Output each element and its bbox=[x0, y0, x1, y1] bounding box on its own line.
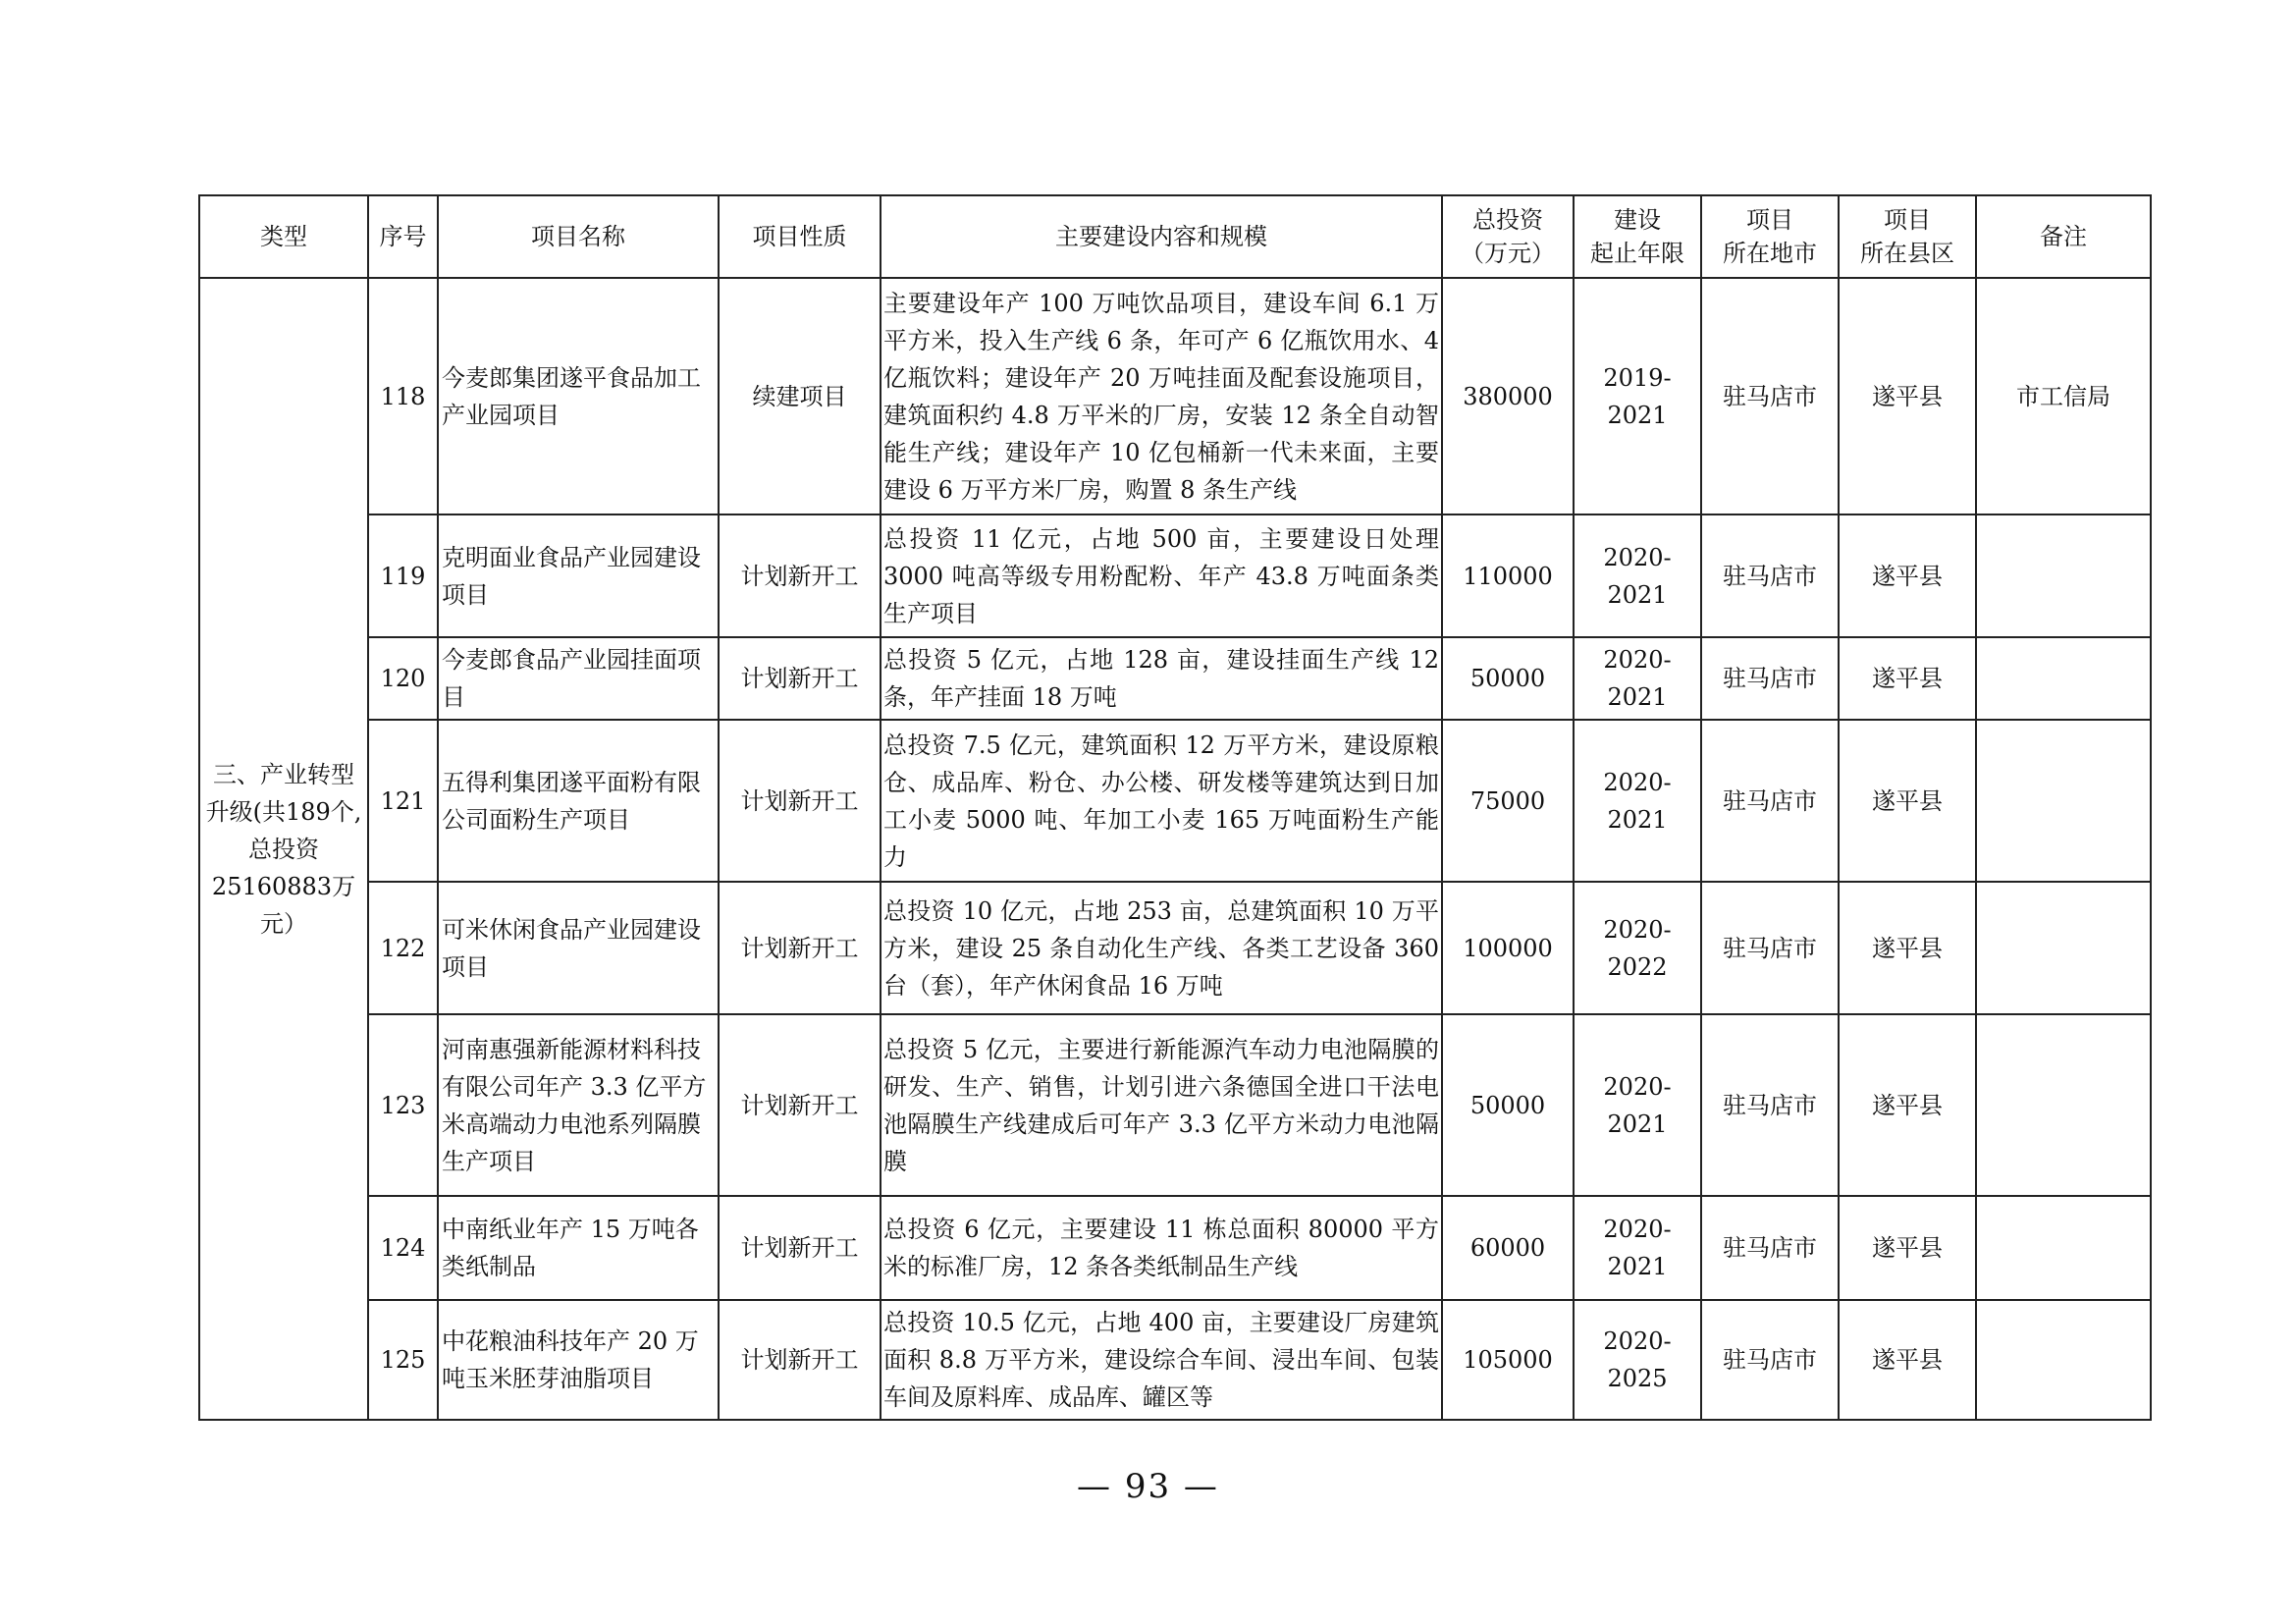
cell-content: 总投资 11 亿元，占地 500 亩，主要建设日处理 3000 吨高等级专用粉配粉、年产 43.8 万吨面条类生产项目 bbox=[881, 514, 1442, 637]
cell-city: 驻马店市 bbox=[1701, 1196, 1839, 1300]
cell-investment: 50000 bbox=[1442, 1014, 1574, 1196]
table-row bbox=[199, 720, 2151, 882]
cell-county: 遂平县 bbox=[1839, 278, 1976, 514]
header-content: 主要建设内容和规模 bbox=[881, 195, 1442, 278]
cell-seq: 120 bbox=[368, 637, 438, 720]
cell-seq: 125 bbox=[368, 1300, 438, 1420]
cell-name: 五得利集团遂平面粉有限公司面粉生产项目 bbox=[438, 720, 719, 882]
cell-county: 遂平县 bbox=[1839, 1300, 1976, 1420]
header-name: 项目名称 bbox=[438, 195, 719, 278]
cell-seq: 123 bbox=[368, 1014, 438, 1196]
cell-nature: 计划新开工 bbox=[719, 1014, 881, 1196]
cell-content: 总投资 6 亿元，主要建设 11 栋总面积 80000 平方米的标准厂房，12 条各类纸制品生产线 bbox=[881, 1196, 1442, 1300]
project-table bbox=[198, 194, 2152, 1421]
table-row bbox=[199, 514, 2151, 637]
cell-period: 2020-2025 bbox=[1574, 1300, 1701, 1420]
cell-investment: 105000 bbox=[1442, 1300, 1574, 1420]
cell-county: 遂平县 bbox=[1839, 514, 1976, 637]
header-investment: 总投资 （万元） bbox=[1442, 195, 1574, 278]
cell-nature: 计划新开工 bbox=[719, 882, 881, 1014]
cell-name: 中南纸业年产 15 万吨各类纸制品 bbox=[438, 1196, 719, 1300]
table-row bbox=[199, 1300, 2151, 1420]
cell-content: 总投资 10.5 亿元，占地 400 亩，主要建设厂房建筑面积 8.8 万平方米，建设综合车间、浸出车间、包装车间及原料库、成品库、罐区等 bbox=[881, 1300, 1442, 1420]
cell-city: 驻马店市 bbox=[1701, 637, 1839, 720]
table-row bbox=[199, 1014, 2151, 1196]
cell-investment: 75000 bbox=[1442, 720, 1574, 882]
cell-period: 2020-2021 bbox=[1574, 514, 1701, 637]
table-row bbox=[199, 1196, 2151, 1300]
cell-period: 2020-2021 bbox=[1574, 637, 1701, 720]
cell-name: 河南惠强新能源材料科技有限公司年产 3.3 亿平方米高端动力电池系列隔膜生产项目 bbox=[438, 1014, 719, 1196]
cell-remarks bbox=[1976, 1196, 2151, 1300]
cell-content: 总投资 7.5 亿元，建筑面积 12 万平方米，建设原粮仓、成品库、粉仓、办公楼、研发楼等建筑达到日加工小麦 5000 吨、年加工小麦 165 万吨面粉生产能力 bbox=[881, 720, 1442, 882]
cell-remarks bbox=[1976, 1300, 2151, 1420]
cell-investment: 380000 bbox=[1442, 278, 1574, 514]
cell-county: 遂平县 bbox=[1839, 1196, 1976, 1300]
header-seq: 序号 bbox=[368, 195, 438, 278]
table-row bbox=[199, 278, 2151, 514]
cell-remarks: 市工信局 bbox=[1976, 278, 2151, 514]
header-county: 项目 所在县区 bbox=[1839, 195, 1976, 278]
header-nature: 项目性质 bbox=[719, 195, 881, 278]
cell-remarks bbox=[1976, 882, 2151, 1014]
cell-seq: 118 bbox=[368, 278, 438, 514]
cell-seq: 124 bbox=[368, 1196, 438, 1300]
cell-county: 遂平县 bbox=[1839, 637, 1976, 720]
cell-investment: 100000 bbox=[1442, 882, 1574, 1014]
header-remarks: 备注 bbox=[1976, 195, 2151, 278]
cell-nature: 计划新开工 bbox=[719, 514, 881, 637]
cell-name: 中花粮油科技年产 20 万吨玉米胚芽油脂项目 bbox=[438, 1300, 719, 1420]
cell-nature: 计划新开工 bbox=[719, 720, 881, 882]
cell-remarks bbox=[1976, 514, 2151, 637]
cell-remarks bbox=[1976, 720, 2151, 882]
cell-investment: 60000 bbox=[1442, 1196, 1574, 1300]
cell-name: 今麦郎食品产业园挂面项目 bbox=[438, 637, 719, 720]
cell-city: 驻马店市 bbox=[1701, 514, 1839, 637]
cell-nature: 续建项目 bbox=[719, 278, 881, 514]
table-row bbox=[199, 882, 2151, 1014]
header-period: 建设 起止年限 bbox=[1574, 195, 1701, 278]
cell-period: 2020-2022 bbox=[1574, 882, 1701, 1014]
cell-name: 克明面业食品产业园建设项目 bbox=[438, 514, 719, 637]
cell-seq: 122 bbox=[368, 882, 438, 1014]
cell-remarks bbox=[1976, 1014, 2151, 1196]
cell-remarks bbox=[1976, 637, 2151, 720]
cell-county: 遂平县 bbox=[1839, 882, 1976, 1014]
cell-content: 主要建设年产 100 万吨饮品项目，建设车间 6.1 万平方米，投入生产线 6 条，年可产 6 亿瓶饮用水、4 亿瓶饮料；建设年产 20 万吨挂面及配套设施项目，建筑面积约 4.8 万平米的厂房，安装 12 条全自动智能生产线；建设年产 10 亿包桶新一代未来面，主要建设 6 万平方米厂房，购置 8 条生产线 bbox=[881, 278, 1442, 514]
cell-period: 2020-2021 bbox=[1574, 720, 1701, 882]
cell-county: 遂平县 bbox=[1839, 720, 1976, 882]
page-number: — 93 — bbox=[1077, 1467, 1219, 1506]
header-type: 类型 bbox=[199, 195, 368, 278]
cell-city: 驻马店市 bbox=[1701, 882, 1839, 1014]
cell-investment: 50000 bbox=[1442, 637, 1574, 720]
cell-nature: 计划新开工 bbox=[719, 1300, 881, 1420]
header-city: 项目 所在地市 bbox=[1701, 195, 1839, 278]
cell-period: 2020-2021 bbox=[1574, 1014, 1701, 1196]
cell-city: 驻马店市 bbox=[1701, 1014, 1839, 1196]
cell-county: 遂平县 bbox=[1839, 1014, 1976, 1196]
cell-content: 总投资 5 亿元，主要进行新能源汽车动力电池隔膜的研发、生产、销售，计划引进六条德国全进口干法电池隔膜生产线建成后可年产 3.3 亿平方米动力电池隔膜 bbox=[881, 1014, 1442, 1196]
cell-period: 2020-2021 bbox=[1574, 1196, 1701, 1300]
cell-content: 总投资 5 亿元，占地 128 亩，建设挂面生产线 12 条，年产挂面 18 万吨 bbox=[881, 637, 1442, 720]
cell-seq: 119 bbox=[368, 514, 438, 637]
cell-name: 今麦郎集团遂平食品加工产业园项目 bbox=[438, 278, 719, 514]
cell-nature: 计划新开工 bbox=[719, 1196, 881, 1300]
table-header-row bbox=[199, 195, 2151, 278]
category-cell: 三、产业转型升级(共189个,总投资25160883万元） bbox=[199, 278, 368, 1420]
cell-investment: 110000 bbox=[1442, 514, 1574, 637]
cell-seq: 121 bbox=[368, 720, 438, 882]
table-row bbox=[199, 637, 2151, 720]
cell-city: 驻马店市 bbox=[1701, 720, 1839, 882]
cell-content: 总投资 10 亿元，占地 253 亩，总建筑面积 10 万平方米，建设 25 条自动化生产线、各类工艺设备 360 台（套），年产休闲食品 16 万吨 bbox=[881, 882, 1442, 1014]
cell-nature: 计划新开工 bbox=[719, 637, 881, 720]
cell-period: 2019-2021 bbox=[1574, 278, 1701, 514]
cell-name: 可米休闲食品产业园建设项目 bbox=[438, 882, 719, 1014]
cell-city: 驻马店市 bbox=[1701, 278, 1839, 514]
cell-city: 驻马店市 bbox=[1701, 1300, 1839, 1420]
